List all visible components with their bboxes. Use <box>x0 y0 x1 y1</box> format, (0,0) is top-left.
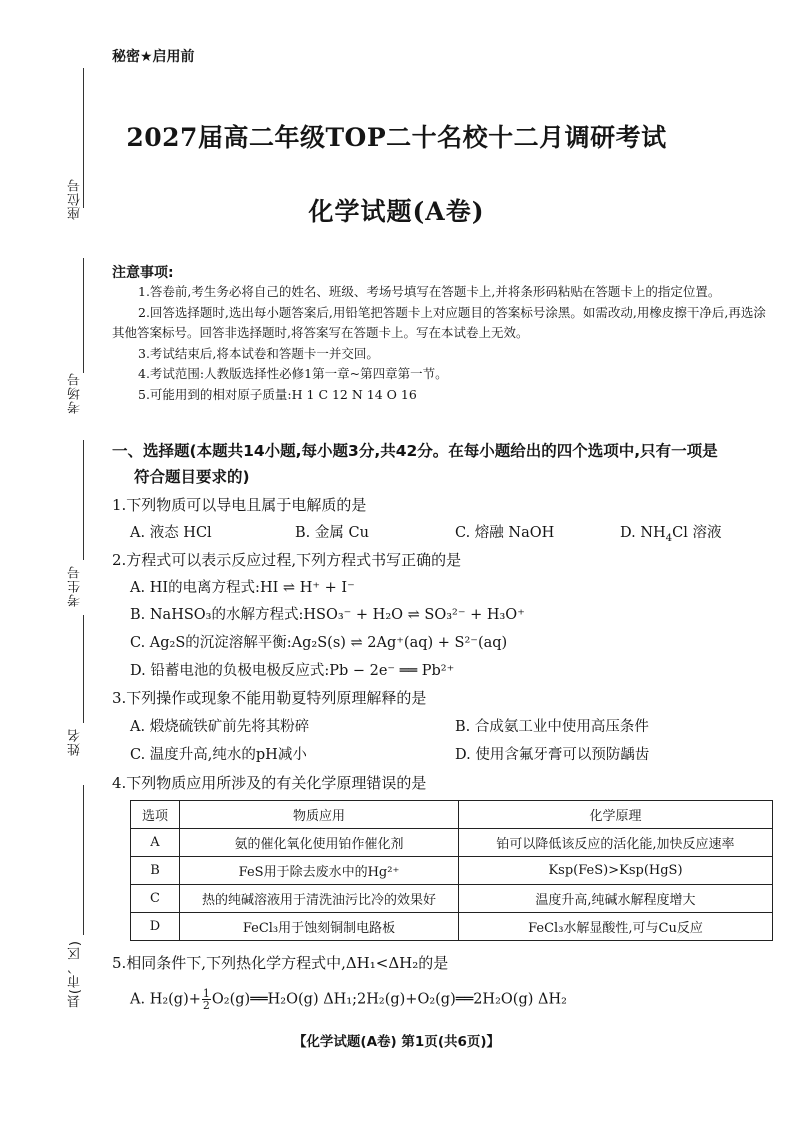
section-heading <box>112 438 777 490</box>
table-cell: A <box>131 829 180 857</box>
paper-subtitle: 化学试题(A卷) <box>308 197 485 226</box>
table-row <box>131 885 773 913</box>
section-line-2: 符合题目要求的) <box>134 468 250 486</box>
question-3-option-c: C. 温度升高,纯水的pH减小 <box>130 747 307 763</box>
section-line-1: 一、选择题(本题共14小题,每小题3分,共42分。在每小题给出的四个选项中,只有一项是 <box>112 442 718 460</box>
exam-room-label: 考场号 <box>68 372 83 414</box>
question-3-option-a: A. 煅烧硫铁矿前先将其粉碎 <box>130 719 310 735</box>
margin-line <box>83 258 84 373</box>
table-cell: FeCl₃水解显酸性,可与Cu反应 <box>459 913 773 941</box>
margin-line <box>83 785 84 935</box>
notice-item: 3.考试结束后,将本试卷和答题卡一并交回。 <box>138 345 379 361</box>
question-1-option-c: C. 熔融 NaOH <box>455 525 555 541</box>
question-2-option-a: A. HI的电离方程式:HI ⇌ H⁺ + I⁻ <box>130 580 355 596</box>
county-label: 县(市、区) <box>68 940 83 1009</box>
notice-item: 4.考试范围:人教版选择性必修1第一章~第四章第一节。 <box>138 366 448 381</box>
table-header-row <box>131 801 773 829</box>
table-header-cell: 物质应用 <box>180 801 459 829</box>
margin-line <box>83 615 84 723</box>
question-2-option-c: C. Ag₂S的沉淀溶解平衡:Ag₂S(s) ⇌ 2Ag⁺(aq) + S²⁻(aq) <box>130 635 508 651</box>
question-2-option-d: D. 铅蓄电池的负极电极反应式:Pb − 2e⁻ ══ Pb²⁺ <box>130 663 455 679</box>
table-row <box>131 857 773 885</box>
table-cell: Ksp(FeS)>Ksp(HgS) <box>459 857 773 885</box>
question-1-option-b: B. 金属 Cu <box>295 525 369 541</box>
fraction-half: $\frac{1}{2}$ <box>202 987 210 1012</box>
notice-item: 5.可能用到的相对原子质量:H 1 C 12 N 14 O 16 <box>138 386 417 402</box>
table-cell: 热的纯碱溶液用于清洗油污比冷的效果好 <box>180 885 459 913</box>
notice-item: 2.回答选择题时,选出每小题答案后,用铅笔把答题卡上对应题目的答案标号涂黑。如需改动,用橡皮擦干净后,再选涂其他答案标号。回答非选择题时,将答案写在答题卡上。写在本试卷上无效。 <box>112 304 766 340</box>
table-cell: 氨的催化氧化使用铂作催化剂 <box>180 829 459 857</box>
question-1-option-d: D. $NH_4Cl$ 溶液 <box>620 525 722 544</box>
question-1-option-a: A. 液态 HCl <box>130 525 212 541</box>
table-cell: 铂可以降低该反应的活化能,加快反应速率 <box>459 829 773 857</box>
table-cell: 温度升高,纯碱水解程度增大 <box>459 885 773 913</box>
notice-list <box>112 282 772 405</box>
question-1-stem: 1.下列物质可以导电且属于电解质的是 <box>112 496 367 514</box>
name-label: 姓名 <box>68 728 83 756</box>
table-cell: D <box>131 913 180 941</box>
table-cell: C <box>131 885 180 913</box>
candidate-number-label: 考生号 <box>68 565 83 607</box>
question-4-table <box>130 800 773 941</box>
question-3-stem: 3.下列操作或现象不能用勒夏特列原理解释的是 <box>112 689 427 707</box>
question-3-option-b: B. 合成氨工业中使用高压条件 <box>455 719 649 735</box>
seat-number-label: 座位号 <box>68 178 83 220</box>
question-4-stem: 4.下列物质应用所涉及的有关化学原理错误的是 <box>112 774 427 792</box>
confidential-mark: 秘密★启用前 <box>112 49 195 65</box>
table-cell: FeCl₃用于蚀刻铜制电路板 <box>180 913 459 941</box>
notice-heading: 注意事项: <box>112 265 174 281</box>
question-2-option-b: B. NaHSO₃的水解方程式:HSO₃⁻ + H₂O ⇌ SO₃²⁻ + H₃O⁺ <box>130 607 525 623</box>
page-footer: 【化学试题(A卷) 第1页(共6页)】 <box>292 1034 501 1050</box>
question-5-stem: 5.相同条件下,下列热化学方程式中,ΔH₁<ΔH₂的是 <box>112 954 449 972</box>
question-3-option-d: D. 使用含氟牙膏可以预防龋齿 <box>455 747 650 763</box>
table-header-cell: 选项 <box>131 801 180 829</box>
question-5-option-a: A. H₂(g)+ $\frac{1}{2}$ O₂(g)══H₂O(g) ΔH₁;2H₂(g)+O₂(g)══2H₂O(g) ΔH₂ <box>130 987 567 1012</box>
table-cell: FeS用于除去废水中的Hg²⁺ <box>180 857 459 885</box>
exam-title: 2027届高二年级TOP二十名校十二月调研考试 <box>126 123 667 152</box>
table-header-cell: 化学原理 <box>459 801 773 829</box>
notice-item: 1.答卷前,考生务必将自己的姓名、班级、考场号填写在答题卡上,并将条形码粘贴在答题卡上的指定位置。 <box>138 284 721 299</box>
margin-line <box>83 440 84 560</box>
question-2-stem: 2.方程式可以表示反应过程,下列方程式书写正确的是 <box>112 551 462 569</box>
table-cell: B <box>131 857 180 885</box>
table-row <box>131 913 773 941</box>
table-row <box>131 829 773 857</box>
